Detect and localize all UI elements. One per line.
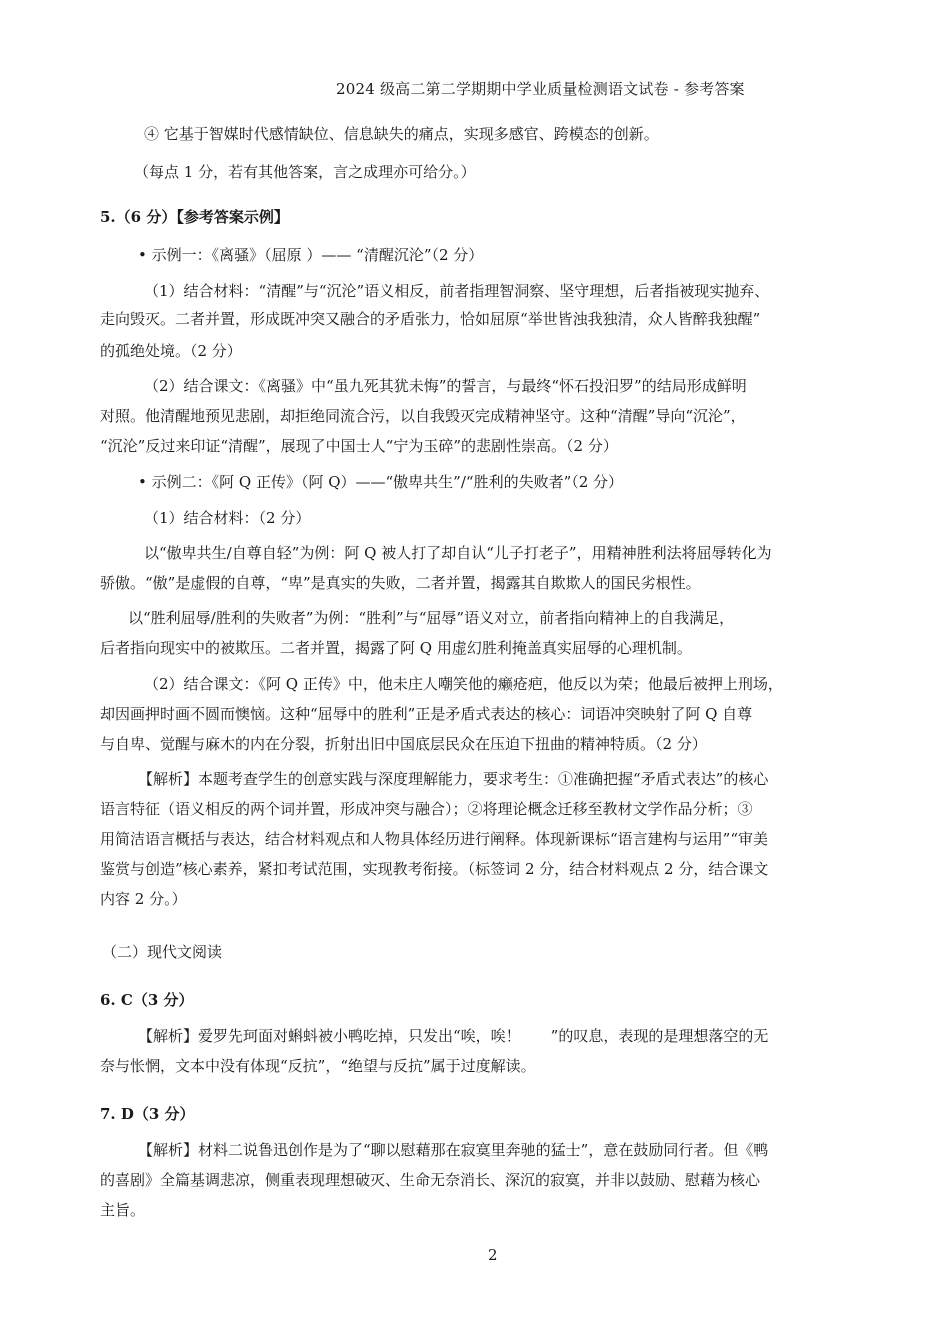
analysis-line: 的喜剧》全篇基调悲凉，侧重表现理想破灭、生命无奈消长、深沉的寂寞，并非以鼓励、慰藉为核心: [100, 1171, 761, 1189]
paragraph-line: 以“傲卑共生/自尊自轻”为例：阿 Q 被人打了却自认“儿子打老子”，用精神胜利法将屈辱转化为: [144, 544, 772, 562]
paragraph-line: 以“胜利屈辱/胜利的失败者”为例：“胜利”与“屈辱”语义对立，前者指向精神上的自我满足，: [128, 609, 735, 627]
question-5-heading: 5.（6 分）【参考答案示例】: [100, 208, 289, 226]
example-1-title: • 示例一：《离骚》（屈原 ）—— “清醒沉沦”（2 分）: [138, 246, 484, 264]
analysis-line: 鉴赏与创造”核心素养，紧扣考试范围，实现教考衔接。（标签词 2 分，结合材料观点 2 分，结合课文: [100, 860, 769, 878]
paragraph-line: （1）结合材料：“清醒”与“沉沦”语义相反，前者指理智洞察、坚守理想，后者指被现实抛弃、: [144, 282, 770, 300]
paragraph-line: 与自卑、觉醒与麻木的内在分裂，折射出旧中国底层民众在压迫下扭曲的精神特质。（2 分）: [100, 735, 707, 753]
example-2-title: • 示例二：《阿 Q 正传》（阿 Q）——“傲卑共生”/“胜利的失败者”（2 分）: [138, 473, 624, 491]
analysis-line: 用简洁语言概括与表达，结合材料观点和人物具体经历进行阐释。体现新课标“语言建构与运用”“审美: [100, 830, 769, 848]
section-heading: （二）现代文阅读: [102, 943, 223, 961]
analysis-line: 奈与怅惘，文本中没有体现“反抗”，“绝望与反抗”属于过度解读。: [100, 1057, 536, 1075]
paragraph-line: 对照。他清醒地预见悲剧，却拒绝同流合污，以自我毁灭完成精神坚守。这种“清醒”导向“沉沦”，: [100, 407, 746, 425]
question-7-heading: 7. D（3 分）: [100, 1105, 195, 1123]
paragraph-line: 后者指向现实中的被欺压。二者并置，揭露了阿 Q 用虚幻胜利掩盖真实屈辱的心理机制。: [100, 639, 692, 657]
analysis-line: 【解析】爱罗先珂面对蝌蚪被小鸭吃掉，只发出“唉，唉！ ”的叹息，表现的是理想落空的无: [138, 1027, 769, 1045]
analysis-line: 【解析】材料二说鲁迅创作是为了“聊以慰藉那在寂寞里奔驰的猛士”，意在鼓励同行者。但《鸭: [138, 1141, 769, 1159]
analysis-line: 主旨。: [100, 1201, 146, 1219]
answer-point-4: ④ 它基于智媒时代感情缺位、信息缺失的痛点，实现多感官、跨模态的创新。: [144, 125, 659, 143]
scoring-note: （每点 1 分，若有其他答案，言之成理亦可给分。）: [134, 163, 476, 181]
analysis-line: 语言特征（语义相反的两个词并置，形成冲突与融合）；②将理论概念迁移至教材文学作品分析；③: [100, 800, 753, 818]
page-header: 2024 级高二第二学期期中学业质量检测语文试卷 - 参考答案: [336, 80, 745, 98]
paragraph-line: 的孤绝处境。（2 分）: [100, 342, 242, 360]
paragraph-line: 骄傲。“傲”是虚假的自尊，“卑”是真实的失败，二者并置，揭露其自欺欺人的国民劣根性。: [100, 574, 701, 592]
paragraph-line: （1）结合材料：（2 分）: [144, 509, 311, 527]
analysis-line: 内容 2 分。）: [100, 890, 187, 908]
page-number: 2: [488, 1246, 498, 1264]
paragraph-line: 走向毁灭。二者并置，形成既冲突又融合的矛盾张力，恰如屈原“举世皆浊我独清，众人皆醉我独醒”: [100, 310, 761, 328]
analysis-line: 【解析】本题考查学生的创意实践与深度理解能力，要求考生：①准确把握“矛盾式表达”的核心: [138, 770, 769, 788]
paragraph-line: “沉沦”反过来印证“清醒”，展现了中国士人“宁为玉碎”的悲剧性崇高。（2 分）: [100, 437, 618, 455]
question-6-heading: 6. C（3 分）: [100, 991, 194, 1009]
paragraph-line: 却因画押时画不圆而懊恼。这种“屈辱中的胜利”正是矛盾式表达的核心：词语冲突映射了阿 Q 自尊: [100, 705, 753, 723]
paragraph-line: （2）结合课文：《阿 Q 正传》中，他未庄人嘲笑他的癞疮疤，他反以为荣；他最后被押上刑场，: [144, 675, 783, 693]
paragraph-line: （2）结合课文：《离骚》中“虽九死其犹未悔”的誓言，与最终“怀石投汨罗”的结局形成鲜明: [144, 377, 747, 395]
